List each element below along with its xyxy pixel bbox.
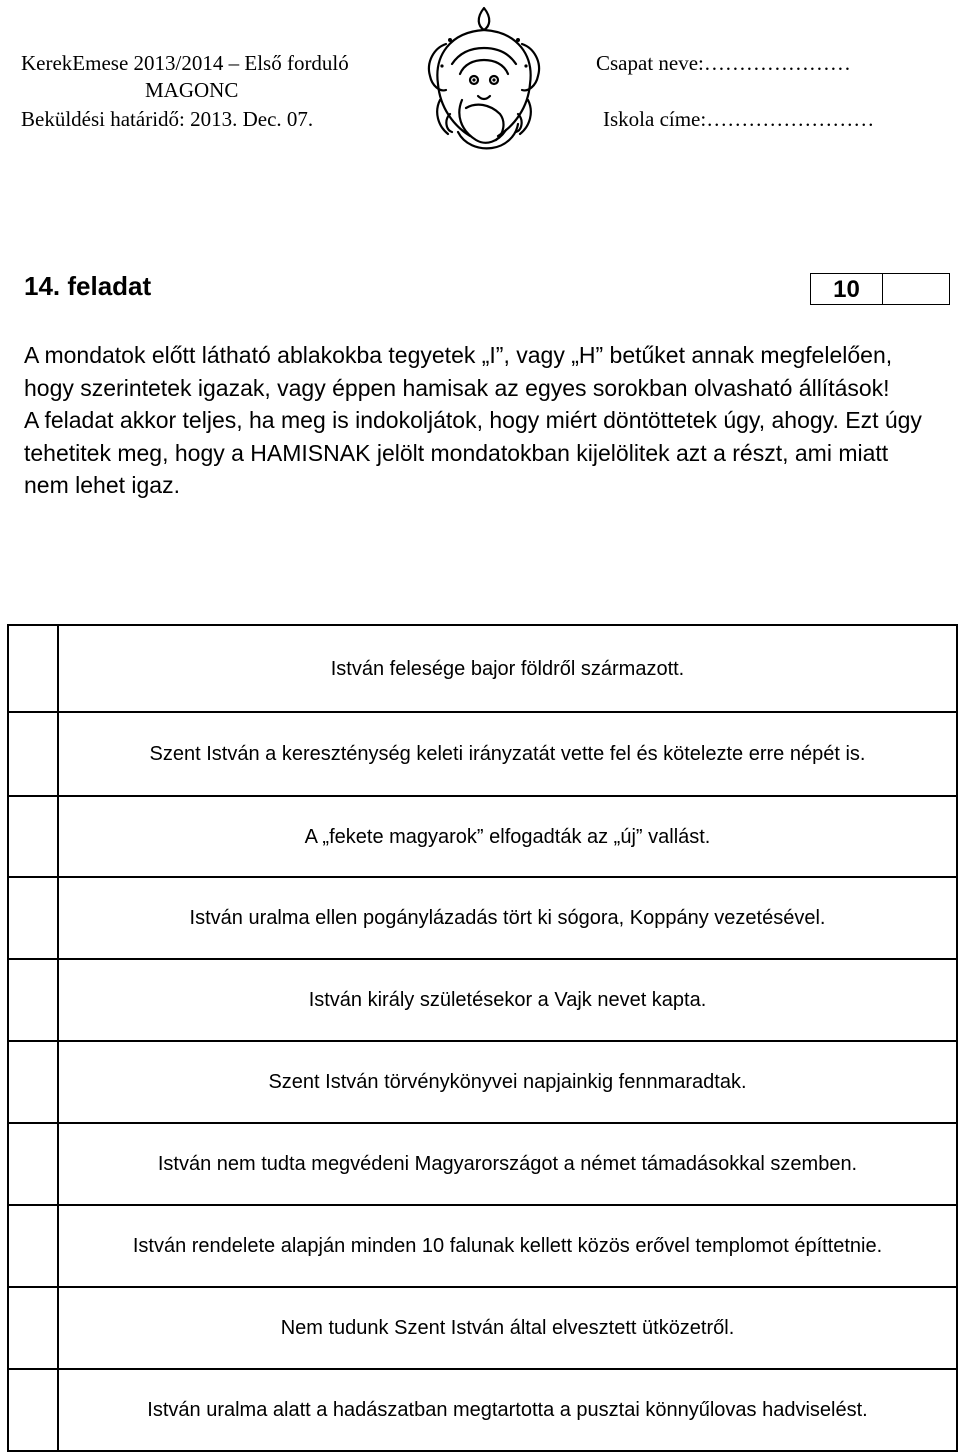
- answer-box[interactable]: [8, 1041, 58, 1123]
- kerekemese-logo-icon: [420, 4, 548, 154]
- table-row: [8, 1205, 957, 1287]
- max-points: 10: [810, 273, 883, 305]
- submission-deadline: Beküldési határidő: 2013. Dec. 07.: [21, 107, 314, 131]
- statement-text: Nem tudunk Szent István által elvesztett ütközetről.: [58, 1287, 957, 1369]
- instructions-paragraph-1: A mondatok előtt látható ablakokba tegyetek „I”, vagy „H” betűket annak megfelelően, hogy szerintetek igazak, vagy éppen hamisak az egyes sorokban olvasható állítások!: [24, 342, 893, 401]
- table-row: [8, 1369, 957, 1451]
- answer-box[interactable]: [8, 959, 58, 1041]
- answer-box[interactable]: [8, 1123, 58, 1205]
- table-row: [8, 877, 957, 959]
- statement-text: A „fekete magyarok” elfogadták az „új” vallást.: [58, 796, 957, 877]
- table-row: [8, 959, 957, 1041]
- table-row: [8, 1123, 957, 1205]
- team-name-field: Csapat neve:…………………: [596, 51, 851, 75]
- answer-box[interactable]: [8, 1287, 58, 1369]
- statement-text: István uralma ellen pogánylázadás tört ki sógora, Koppány vezetésével.: [58, 877, 957, 959]
- score-box: [810, 273, 950, 307]
- task-title: 14. feladat: [24, 271, 152, 301]
- answer-box[interactable]: [8, 1369, 58, 1451]
- answer-box[interactable]: [8, 712, 58, 796]
- table-row: [8, 1287, 957, 1369]
- competition-title: KerekEmese 2013/2014 – Első forduló: [21, 51, 349, 75]
- table-row: [8, 625, 957, 712]
- answer-box[interactable]: [8, 877, 58, 959]
- statement-text: István nem tudta megvédeni Magyarországot a német támadásokkal szemben.: [58, 1123, 957, 1205]
- earned-points-field[interactable]: [882, 273, 950, 305]
- answer-box[interactable]: [8, 1205, 58, 1287]
- statement-text: István király születésekor a Vajk nevet kapta.: [58, 959, 957, 1041]
- statement-text: Szent István a kereszténység keleti irányzatát vette fel és kötelezte erre népét is.: [58, 712, 957, 796]
- school-address-field: Iskola címe:……………………: [603, 107, 875, 131]
- statement-text: István felesége bajor földről származott.: [58, 625, 957, 712]
- answer-box[interactable]: [8, 796, 58, 877]
- subject-name: MAGONC: [145, 78, 239, 102]
- statement-text: István rendelete alapján minden 10 falunak kellett közös erővel templomot építtetnie.: [58, 1205, 957, 1287]
- statement-text: István uralma alatt a hadászatban megtartotta a pusztai könnyűlovas hadviselést.: [58, 1369, 957, 1451]
- task-instructions: [24, 339, 934, 502]
- true-false-table: [7, 624, 958, 1452]
- table-row: [8, 1041, 957, 1123]
- table-row: [8, 712, 957, 796]
- instructions-paragraph-2: A feladat akkor teljes, ha meg is indokoljátok, hogy miért döntöttetek úgy, ahogy. Ezt úgy tehetitek meg, hogy a HAMISNAK jelölt mondatokban kijelölitek azt a részt, ami miatt nem lehet igaz.: [24, 407, 922, 498]
- table-row: [8, 796, 957, 877]
- answer-box[interactable]: [8, 625, 58, 712]
- statement-text: Szent István törvénykönyvei napjainkig fennmaradtak.: [58, 1041, 957, 1123]
